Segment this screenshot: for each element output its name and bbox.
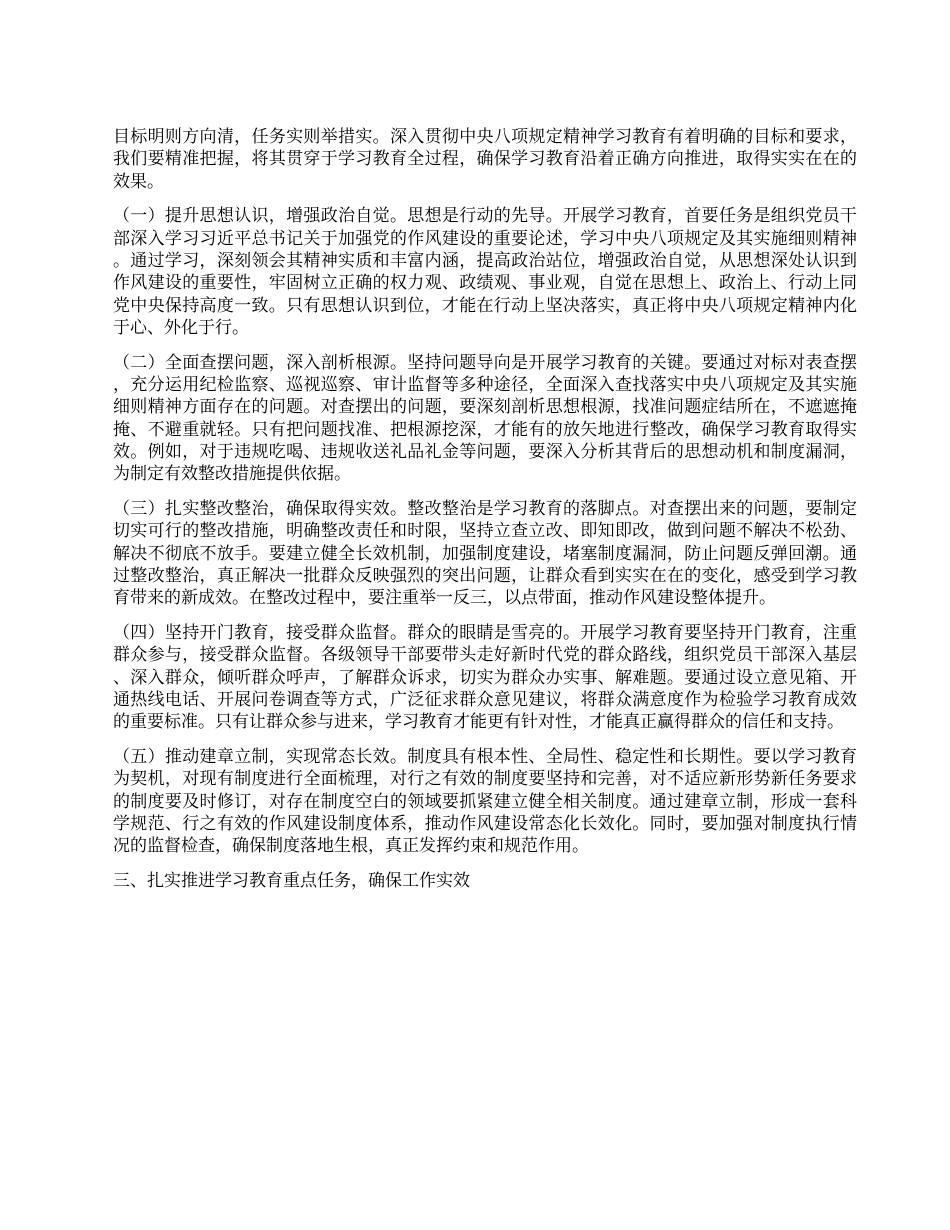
paragraph-section-3: （三）扎实整改整治，确保取得实效。整改整治是学习教育的落脚点。对查摆出来的问题，要制定切实可行的整改措施，明确整改责任和时限，坚持立查立改、即知即改，做到问题不解决不松劲、解决不彻底不放手。要建立健全长效机制，加强制度建设，堵塞制度漏洞，防止问题反弹回潮。通过整改整治，真正解决一批群众反映强烈的突出问题，让群众看到实实在在的变化，感受到学习教育带来的新成效。在整改过程中，要注重举一反三，以点带面，推动作风建设整体提升。 — [113, 498, 857, 609]
section-heading: 三、扎实推进学习教育重点任务，确保工作实效 — [113, 870, 470, 891]
document-page — [113, 126, 857, 892]
paragraph-section-1: （一）提升思想认识，增强政治自觉。思想是行动的先导。开展学习教育，首要任务是组织党员干部深入学习习近平总书记关于加强党的作风建设的重要论述，学习中央八项规定及其实施细则精神。通过学习，深刻领会其精神实质和丰富内涵，提高政治站位，增强政治自觉，从思想深处认识到作风建设的重要性，牢固树立正确的权力观、政绩观、事业观，自觉在思想上、政治上、行动上同党中央保持高度一致。只有思想认识到位，才能在行动上坚决落实，真正将中央八项规定精神内化于心、外化于行。 — [113, 206, 857, 338]
paragraph-section-5: （五）推动建章立制，实现常态长效。制度具有根本性、全局性、稳定性和长期性。要以学习教育为契机，对现有制度进行全面梳理，对行之有效的制度要坚持和完善，对不适应新形势新任务要求的制度要及时修订，对存在制度空白的领域要抓紧建立健全相关制度。通过建章立制，形成一套科学规范、行之有效的作风建设制度体系，推动作风建设常态化长效化。同时，要加强对制度执行情况的监督检查，确保制度落地生根，真正发挥约束和规范作用。 — [113, 746, 857, 857]
paragraph-section-4: （四）坚持开门教育，接受群众监督。群众的眼睛是雪亮的。开展学习教育要坚持开门教育，注重群众参与，接受群众监督。各级领导干部要带头走好新时代党的群众路线，组织党员干部深入基层、深入群众，倾听群众呼声，了解群众诉求，切实为群众办实事、解难题。要通过设立意见箱、开通热线电话、开展问卷调查等方式，广泛征求群众意见建议，将群众满意度作为检验学习教育成效的重要标准。只有让群众参与进来，学习教育才能更有针对性，才能真正赢得群众的信任和支持。 — [113, 622, 857, 733]
paragraph-intro: 目标明则方向清，任务实则举措实。深入贯彻中央八项规定精神学习教育有着明确的目标和要求，我们要精准把握，将其贯穿于学习教育全过程，确保学习教育沿着正确方向推进，取得实实在在的效果。 — [113, 127, 857, 192]
paragraph-section-2: （二）全面查摆问题，深入剖析根源。坚持问题导向是开展学习教育的关键。要通过对标对表查摆，充分运用纪检监察、巡视巡察、审计监督等多种途径，全面深入查找落实中央八项规定及其实施细则精神方面存在的问题。对查摆出的问题，要深刻剖析思想根源，找准问题症结所在，不遮遮掩掩、不避重就轻。只有把问题找准、把根源挖深，才能有的放矢地进行整改，确保学习教育取得实效。例如，对于违规吃喝、违规收送礼品礼金等问题，要深入分析其背后的思想动机和制度漏洞，为制定有效整改措施提供依据。 — [113, 352, 857, 485]
